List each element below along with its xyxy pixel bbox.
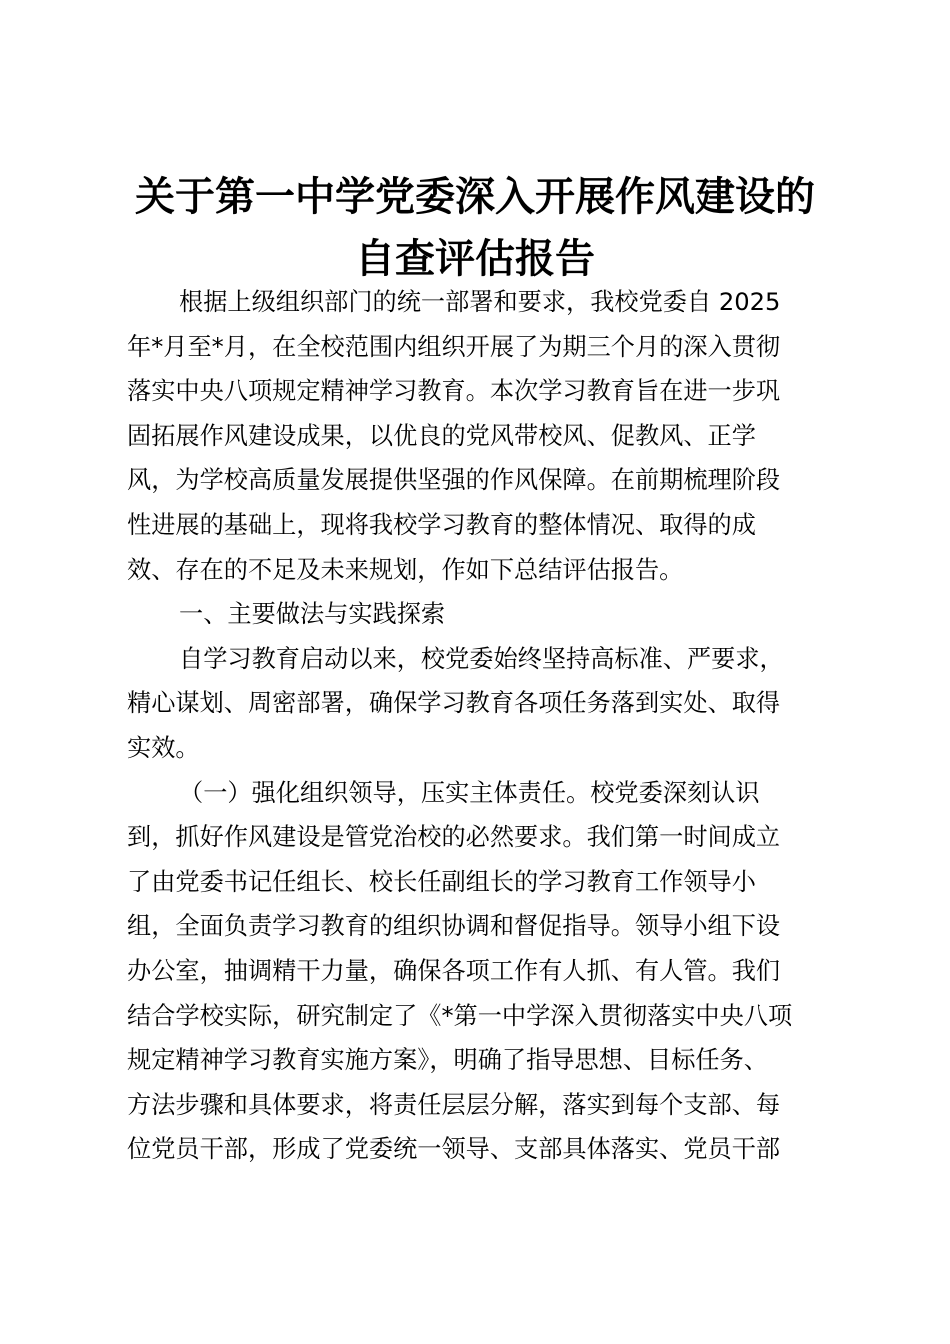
body-line: 一、主要做法与实践探索	[179, 600, 446, 629]
body-line: 落实中央八项规定精神学习教育。本次学习教育旨在进一步巩	[127, 377, 781, 406]
body-line: 结合学校实际，研究制定了《*第一中学深入贯彻落实中央八项	[127, 1001, 793, 1030]
body-line: 固拓展作风建设成果，以优良的党风带校风、促教风、正学	[127, 421, 756, 450]
title-line-2: 自查评估报告	[355, 236, 595, 282]
body-line: （一）强化组织领导，压实主体责任。校党委深刻认识	[179, 778, 760, 807]
body-line: 实效。	[127, 733, 200, 762]
title-line-1: 关于第一中学党委深入开展作风建设的	[135, 174, 815, 220]
body-line: 精心谋划、周密部署，确保学习教育各项任务落到实处、取得	[127, 689, 781, 718]
body-line: 了由党委书记任组长、校长任副组长的学习教育工作领导小	[127, 867, 756, 896]
body-line: 年*月至*月，在全校范围内组织开展了为期三个月的深入贯彻	[127, 332, 781, 361]
body-line: 性进展的基础上，现将我校学习教育的整体情况、取得的成	[127, 510, 756, 539]
body-line: 方法步骤和具体要求，将责任层层分解，落实到每个支部、每	[127, 1090, 781, 1119]
body-line: 组，全面负责学习教育的组织协调和督促指导。领导小组下设	[127, 912, 781, 941]
body-line: 位党员干部，形成了党委统一领导、支部具体落实、党员干部	[127, 1135, 781, 1164]
body-line: 到，抓好作风建设是管党治校的必然要求。我们第一时间成立	[127, 823, 781, 852]
body-line: 规定精神学习教育实施方案》，明确了指导思想、目标任务、	[127, 1046, 768, 1075]
body-line: 自学习教育启动以来，校党委始终坚持高标准、严要求，	[179, 644, 784, 673]
body-line: 效、存在的不足及未来规划，作如下总结评估报告。	[127, 555, 684, 584]
document-title	[110, 166, 840, 290]
body-line: 办公室，抽调精干力量，确保各项工作有人抓、有人管。我们	[127, 956, 781, 985]
document-body	[127, 280, 821, 1172]
body-line: 根据上级组织部门的统一部署和要求，我校党委自 2025	[179, 288, 781, 316]
body-line: 风，为学校高质量发展提供坚强的作风保障。在前期梳理阶段	[127, 466, 781, 495]
